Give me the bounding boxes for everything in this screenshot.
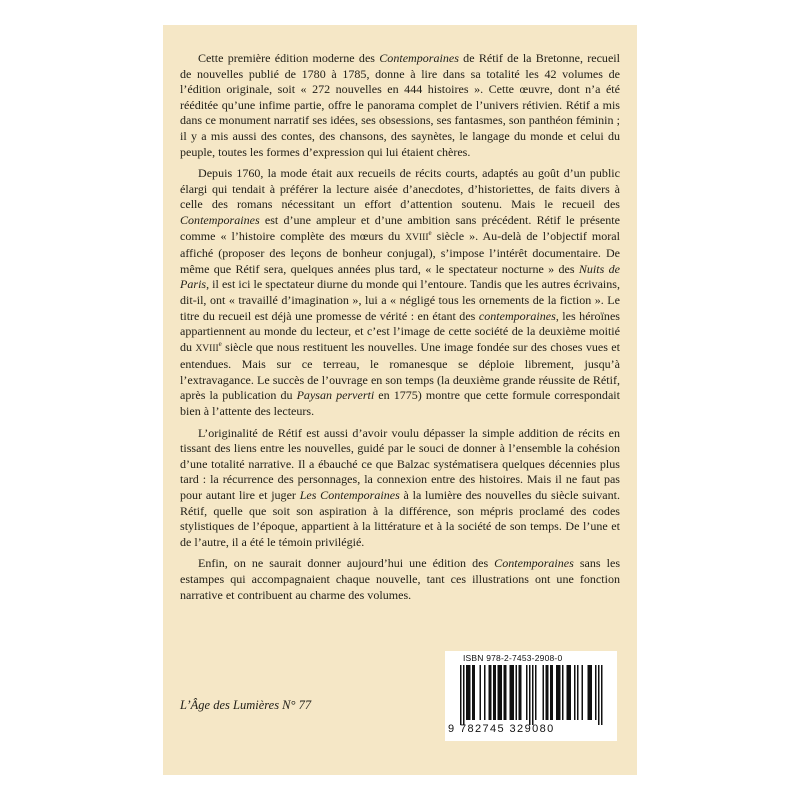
barcode-bar xyxy=(589,665,591,720)
barcode-bar xyxy=(547,665,549,720)
barcode-bar xyxy=(591,665,593,720)
barcode-bar xyxy=(595,665,597,720)
barcode-bar xyxy=(526,665,528,720)
barcode-bars xyxy=(451,665,611,725)
barcode-bar xyxy=(499,665,501,720)
text-run: Depuis 1760, la mode était aux recueils de récits courts, adaptés au goût d’un public élargi qui tendait à préférer la lecture aisée d’anecdotes, d’historiettes, de faits divers à celle des romans nécessitant un effort d’attention soutenu. Mais le recueil des xyxy=(180,166,620,212)
barcode-bar xyxy=(484,665,486,720)
barcode-bar xyxy=(546,665,548,720)
barcode-bar xyxy=(511,665,513,720)
blurb-text xyxy=(180,51,620,603)
text-run: à la lumière des nouvelles du siècle suivant. Rétif, quelle que soit son aspiration à la différence, son mépris proclamé des codes stylistiques de l’époque, appartient à la littérature et à la société de son temps. De l’une et de l’autre, il a été le témoin privilégié. xyxy=(180,488,620,549)
barcode-bar xyxy=(493,665,495,720)
ean-digits: 9 782745 329080 xyxy=(448,723,555,735)
text-run: sans les estampes qui accompagnaient chaque nouvelle, tant ces illustrations ont une fonction narrative et contribuent au charme des volumes. xyxy=(180,556,621,602)
text-run: contemporaines xyxy=(478,308,556,323)
barcode-bar xyxy=(550,665,552,720)
barcode-bar xyxy=(520,665,522,720)
barcode-bar xyxy=(598,665,600,725)
barcode-bar xyxy=(558,665,560,720)
barcode-bar xyxy=(460,665,462,725)
barcode-bar xyxy=(490,665,492,720)
barcode-bar xyxy=(510,665,512,720)
text-run: Contemporaines xyxy=(379,51,459,65)
barcode-bar xyxy=(532,665,534,725)
barcode-bar xyxy=(469,665,471,720)
text-run: en 1775) montre que cette formule correspondait bien à l’attente des lecteurs. xyxy=(180,388,620,419)
barcode-bar xyxy=(556,665,558,720)
barcode-bar xyxy=(559,665,561,720)
text-run: Nuits de Paris xyxy=(180,261,620,292)
text-run: , il est ici le spectateur diurne du monde qui l’entoure. Tandis que les autres écrivains, dit-il, ont « travaillé d’imagination », lui a « négligé tous les ornements de la fiction ». Le titre du recueil est déjà une promesse de vérité : en étant des xyxy=(180,277,620,323)
text-run: Enfin, on ne saurait donner aujourd’hui une édition des xyxy=(198,556,495,571)
text-run: est d’une ampleur et d’une ambition sans précédent. Rétif le présente comme « l’histoire complète des mœurs du xyxy=(180,212,620,243)
text-run: siècle ». Au-delà de l’objectif moral affiché (proposer des leçons de bonheur conjugal), s’impose l’intérêt documentaire. De même que Rétif sera, quelques années plus tard, « le spectateur nocturne » des xyxy=(180,228,621,276)
barcode-bar xyxy=(505,665,507,720)
barcode-bar xyxy=(577,665,579,720)
barcode-bar xyxy=(574,665,576,720)
text-run: XVIII xyxy=(195,343,219,354)
text-run: XVIII xyxy=(405,232,429,243)
text-run: Contemporaines xyxy=(180,212,260,227)
barcode-bar xyxy=(552,665,554,720)
barcode-bar xyxy=(562,665,564,720)
barcode-bar xyxy=(501,665,503,720)
barcode-bar xyxy=(472,665,474,720)
blurb-paragraph xyxy=(180,426,620,551)
barcode-bar xyxy=(480,665,482,720)
text-run: L’originalité de Rétif est aussi d’avoir voulu dépasser la simple addition de récits en tissant des liens entre les nouvelles, guidé par le souci de donner à l’ensemble la cohésion d’une totalité narrative. Il a ébauché ce que Balzac systématisera quelques décennies plus tard : la récurrence des personnages, la connexion entre des histoires. Mais il ne faut pas pour autant lire et juger xyxy=(180,425,620,503)
blurb-paragraph xyxy=(180,556,620,603)
barcode-bar xyxy=(498,665,500,720)
barcode-panel xyxy=(445,651,617,741)
back-cover xyxy=(163,25,637,775)
isbn-label: ISBN 978-2-7453-2908-0 xyxy=(463,653,563,663)
barcode-bar xyxy=(535,665,537,720)
barcode-bar xyxy=(601,665,603,725)
blurb-paragraph xyxy=(180,51,620,160)
text-run: Paysan perverti xyxy=(296,388,375,403)
barcode-bar xyxy=(568,665,570,720)
barcode-bar xyxy=(466,665,468,720)
barcode-bar xyxy=(543,665,545,720)
series-title: L’Âge des Lumières N° 77 xyxy=(180,698,312,712)
text-run: Les Contemporaines xyxy=(299,488,400,503)
barcode-bar xyxy=(516,665,518,720)
barcode-bar xyxy=(504,665,506,720)
text-run: e xyxy=(218,339,222,348)
text-run: e xyxy=(428,228,432,237)
text-run: Contemporaines xyxy=(494,556,574,571)
barcode-bar xyxy=(463,665,465,725)
text-run: siècle que nous restituent les nouvelles. Une image fondée sur des choses vues et entendues. Mais sur ce terreau, le romanesque se déploie librement, jusqu’à l’extravagance. Le succès de l’ouvrage en son temps (la deuxième grande réussite de Rétif, après la publication du xyxy=(180,339,621,403)
blurb-paragraph xyxy=(180,166,620,420)
barcode-bar xyxy=(489,665,491,720)
barcode-bar xyxy=(474,665,476,720)
text-run: , les héroïnes appartiennent au monde du lecteur, et c’est l’image de cette société de la deuxième moitié du xyxy=(180,308,620,354)
barcode-bar xyxy=(588,665,590,720)
barcode-bar xyxy=(529,665,531,725)
text-run: Cette première édition moderne des xyxy=(198,51,380,65)
barcode-bar xyxy=(570,665,572,720)
barcode-bar xyxy=(582,665,584,720)
text-run: de Rétif de la Bretonne, recueil de nouvelles publié de 1780 à 1785, donne à lire dans sa totalité les 42 volumes de l’édition originale, soit « 272 nouvelles en 444 histoires ». Cette œuvre, dont n’a été rééditée qu’une infime partie, offre le panorama complet de l’univers rétivien. Rétif a mis dans ce monument narratif ses idées, ses obsessions, ses fantasmes, son panthéon féminin ; il y a mis aussi des contes, des chansons, des saynètes, le langage du monde et celui du peuple, toutes les formes d’expression qui lui étaient chères. xyxy=(180,51,620,159)
barcode-bar xyxy=(567,665,569,720)
barcode-bar xyxy=(495,665,497,720)
barcode-bar xyxy=(468,665,470,720)
barcode-bar xyxy=(519,665,521,720)
barcode-bar xyxy=(513,665,515,720)
